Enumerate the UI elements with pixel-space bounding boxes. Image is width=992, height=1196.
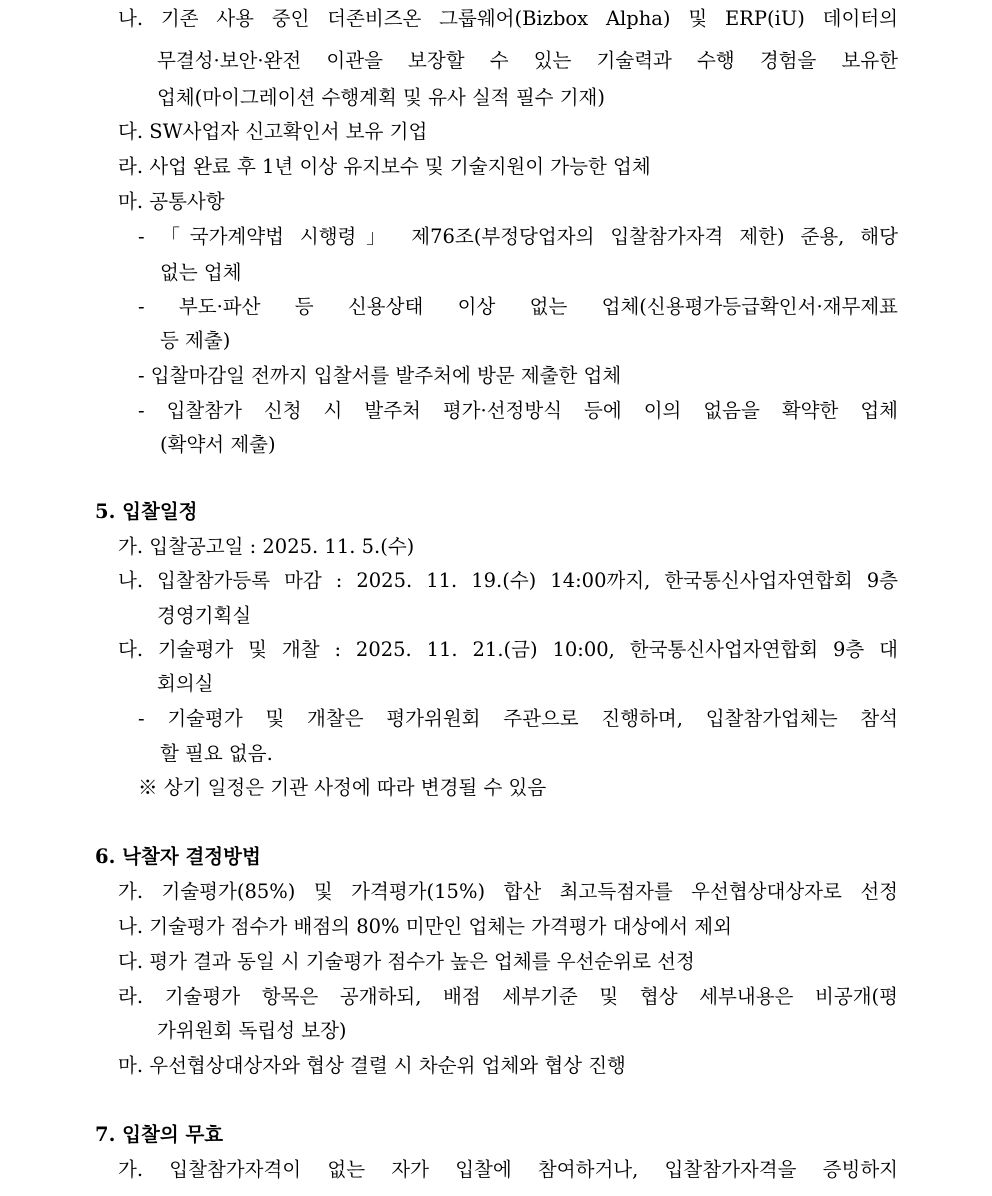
section6-heading: 6. 낙찰자 결정방법	[95, 845, 261, 868]
s5-item-ga: 가. 입찰공고일 : 2025. 11. 5.(수)	[118, 535, 415, 558]
s4-ma-bullet4-line2: (확약서 제출)	[160, 433, 276, 456]
s4-item-na-line1: 나. 기존 사용 중인 더존비즈온 그룹웨어(Bizbox Alpha) 및 ERP(iU) 데이터의	[118, 7, 898, 30]
section5-heading: 5. 입찰일정	[95, 500, 198, 523]
s6-item-ga: 가. 기술평가(85%) 및 가격평가(15%) 합산 최고득점자를 우선협상대상자로 선정	[118, 880, 898, 903]
s4-ma-bullet1-line1: - 「국가계약법 시행령」 제76조(부정당업자의 입찰참가자격 제한) 준용, 해당	[138, 225, 898, 248]
s4-ma-bullet1-line2: 없는 업체	[160, 261, 242, 284]
s5-item-na-line2: 경영기획실	[157, 604, 252, 627]
s5-item-na-line1: 나. 입찰참가등록 마감 : 2025. 11. 19.(수) 14:00까지, 한국통신사업자연합회 9층	[118, 569, 898, 592]
s4-item-na-line3: 업체(마이그레이션 수행계획 및 유사 실적 필수 기재)	[157, 86, 605, 109]
s4-item-ra: 라. 사업 완료 후 1년 이상 유지보수 및 기술지원이 가능한 업체	[118, 155, 651, 178]
s6-item-ra-line2: 가위원회 독립성 보장)	[157, 1019, 347, 1042]
s5-note: ※ 상기 일정은 기관 사정에 따라 변경될 수 있음	[138, 776, 547, 799]
s4-ma-bullet2-line1: - 부도·파산 등 신용상태 이상 없는 업체(신용평가등급확인서·재무제표	[138, 295, 898, 318]
s4-item-na-line2: 무결성·보안·완전 이관을 보장할 수 있는 기술력과 수행 경험을 보유한	[157, 49, 898, 72]
s5-bullet-line2: 할 필요 없음.	[160, 742, 273, 765]
section7-heading: 7. 입찰의 무효	[95, 1123, 224, 1146]
s4-item-ma: 마. 공통사항	[118, 190, 225, 213]
s4-ma-bullet3: - 입찰마감일 전까지 입찰서를 발주처에 방문 제출한 업체	[138, 364, 622, 387]
s5-item-da-line2: 회의실	[157, 672, 214, 695]
s4-item-da: 다. SW사업자 신고확인서 보유 기업	[118, 120, 428, 143]
s4-ma-bullet4-line1: - 입찰참가 신청 시 발주처 평가·선정방식 등에 이의 없음을 확약한 업체	[138, 399, 898, 422]
s6-item-ra-line1: 라. 기술평가 항목은 공개하되, 배점 세부기준 및 협상 세부내용은 비공개(평	[118, 985, 898, 1008]
s4-ma-bullet2-line2: 등 제출)	[160, 329, 231, 352]
s5-bullet-line1: - 기술평가 및 개찰은 평가위원회 주관으로 진행하며, 입찰참가업체는 참석	[138, 707, 898, 730]
s6-item-ma: 마. 우선협상대상자와 협상 결렬 시 차순위 업체와 협상 진행	[118, 1054, 626, 1077]
s7-item-ga-line1: 가. 입찰참가자격이 없는 자가 입찰에 참여하거나, 입찰참가자격을 증빙하지	[118, 1158, 898, 1181]
s6-item-na: 나. 기술평가 점수가 배점의 80% 미만인 업체는 가격평가 대상에서 제외	[118, 915, 732, 938]
s6-item-da: 다. 평가 결과 동일 시 기술평가 점수가 높은 업체를 우선순위로 선정	[118, 950, 695, 973]
s5-item-da-line1: 다. 기술평가 및 개찰 : 2025. 11. 21.(금) 10:00, 한국통신사업자연합회 9층 대	[118, 638, 898, 661]
